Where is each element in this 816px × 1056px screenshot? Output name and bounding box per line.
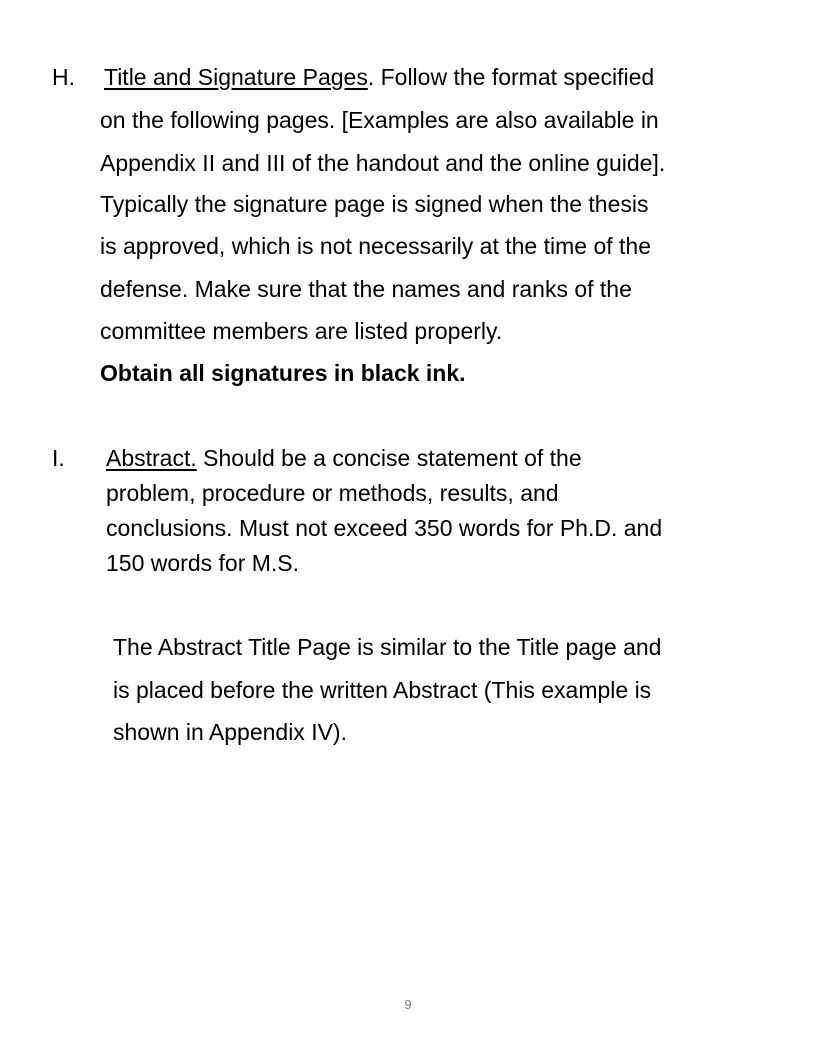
section-i-note-line: shown in Appendix IV). — [113, 719, 347, 745]
section-h-heading: Title and Signature Pages — [104, 64, 368, 90]
section-h-marker: H. — [52, 64, 75, 90]
section-h-heading-tail: . Follow the format specified — [367, 64, 655, 90]
page-number: 9 — [404, 997, 412, 1012]
section-i-note-line: is placed before the written Abstract (This example is — [113, 677, 652, 703]
section-h-line: Appendix II and III of the handout and the online guide]. — [100, 150, 666, 176]
section-i-line: conclusions. Must not exceed 350 words for Ph.D. and — [106, 515, 663, 541]
section-h-line: on the following pages. [Examples are also available in — [100, 107, 659, 133]
section-h-line: Typically the signature page is signed when the thesis — [100, 191, 649, 217]
section-h-line: is approved, which is not necessarily at the time of the — [100, 233, 652, 259]
section-h-heading-line — [104, 63, 654, 91]
section-i-line: problem, procedure or methods, results, and — [106, 480, 559, 506]
section-i-note-line: The Abstract Title Page is similar to the Title page and — [113, 634, 662, 660]
section-i-heading-line — [106, 444, 582, 472]
section-i-line: 150 words for M.S. — [106, 550, 300, 576]
section-h-emphasis: Obtain all signatures in black ink. — [100, 360, 466, 386]
section-i-heading: Abstract. — [106, 445, 197, 471]
section-i-marker: I. — [52, 445, 65, 471]
section-h-line: defense. Make sure that the names and ranks of the — [100, 276, 632, 302]
section-i-heading-tail: Should be a concise statement of the — [196, 445, 582, 471]
section-h-line: committee members are listed properly. — [100, 318, 503, 344]
